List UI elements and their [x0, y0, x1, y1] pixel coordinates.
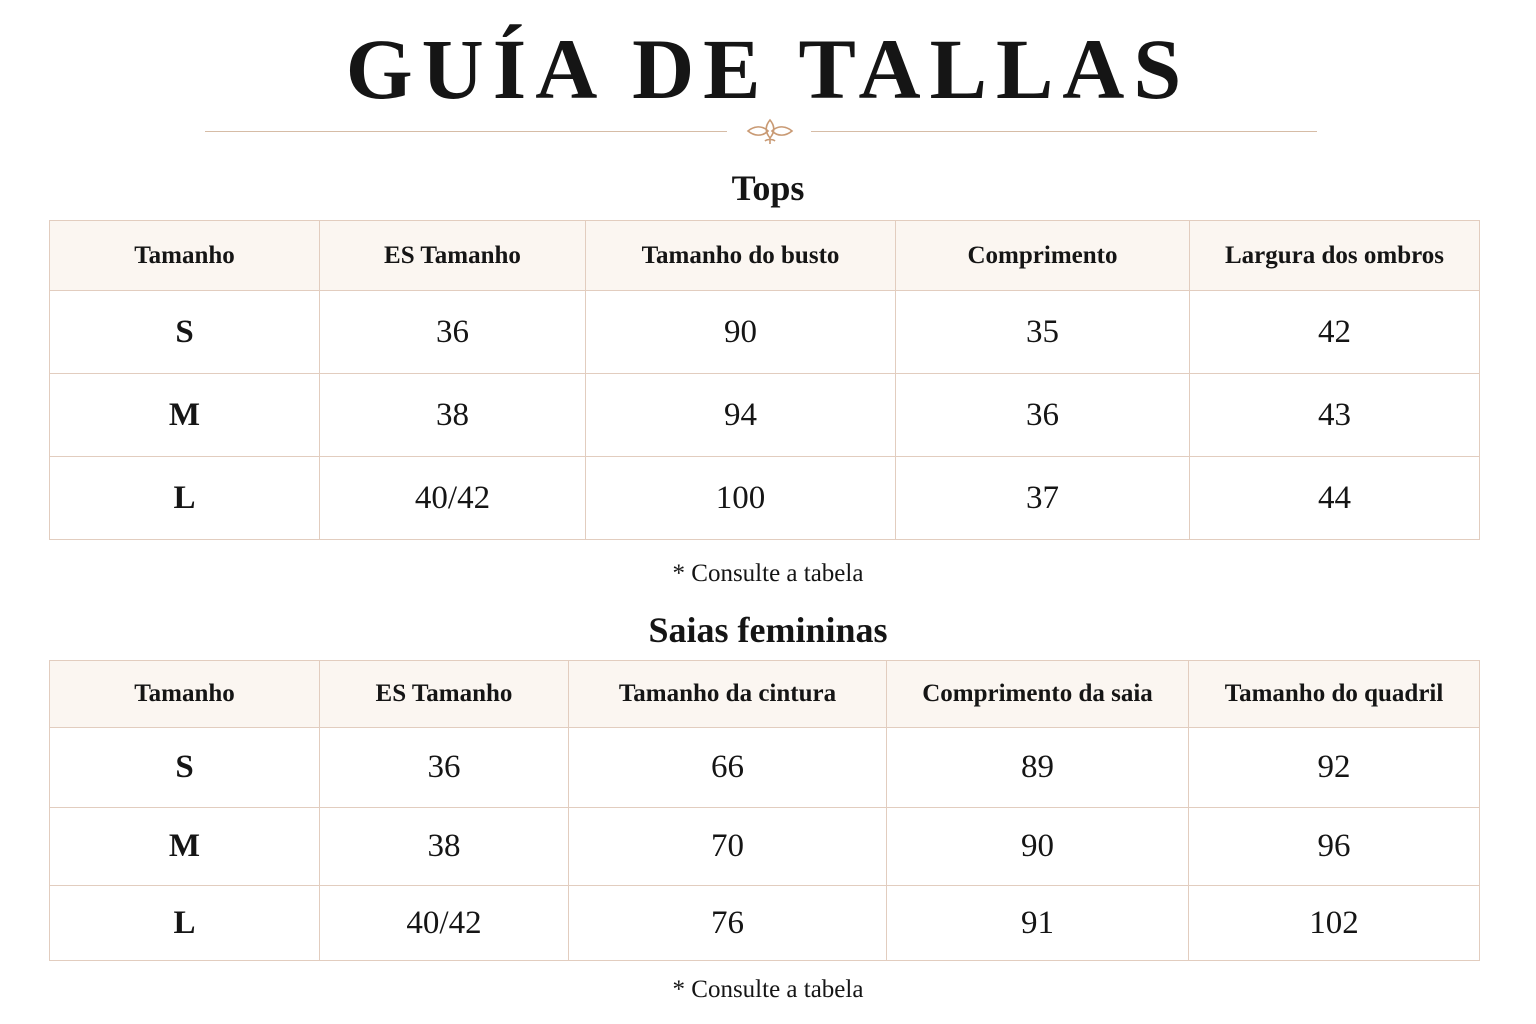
size-cell: M	[50, 374, 320, 457]
table-cell: 94	[586, 374, 896, 457]
header-cell: Tamanho	[50, 221, 320, 291]
header-cell: Comprimento	[896, 221, 1190, 291]
size-cell: M	[50, 808, 320, 886]
header-cell: ES Tamanho	[320, 221, 586, 291]
table-cell: 36	[320, 291, 586, 374]
table-cell: 66	[569, 728, 887, 808]
table-cell: 40/42	[320, 457, 586, 540]
size-cell: L	[50, 886, 320, 961]
table-cell: 92	[1189, 728, 1480, 808]
table-cell: 76	[569, 886, 887, 961]
table-cell: 43	[1190, 374, 1480, 457]
table-row	[50, 728, 1480, 808]
size-cell: S	[50, 291, 320, 374]
table-row	[50, 374, 1480, 457]
table-cell: 36	[320, 728, 569, 808]
skirts-size-table	[49, 660, 1480, 961]
table-cell: 96	[1189, 808, 1480, 886]
table-header-row	[50, 661, 1480, 728]
table-cell: 70	[569, 808, 887, 886]
page-title: GUÍA DE TALLAS	[345, 21, 1191, 117]
fleur-ornament-icon	[744, 118, 796, 146]
table-row	[50, 886, 1480, 961]
table-header-row	[50, 221, 1480, 291]
header-cell: Tamanho da cintura	[569, 661, 887, 728]
header-cell: Tamanho do quadril	[1189, 661, 1480, 728]
tops-footnote: * Consulte a tabela	[672, 560, 864, 587]
table-cell: 100	[586, 457, 896, 540]
table-cell: 40/42	[320, 886, 569, 961]
header-cell: ES Tamanho	[320, 661, 569, 728]
skirts-footnote: * Consulte a tabela	[672, 976, 864, 1003]
header-cell: Tamanho	[50, 661, 320, 728]
table-cell: 102	[1189, 886, 1480, 961]
tops-section-title: Tops	[731, 168, 805, 208]
table-row	[50, 291, 1480, 374]
header-cell: Largura dos ombros	[1190, 221, 1480, 291]
size-cell: S	[50, 728, 320, 808]
table-cell: 35	[896, 291, 1190, 374]
table-cell: 38	[320, 374, 586, 457]
table-cell: 42	[1190, 291, 1480, 374]
table-cell: 38	[320, 808, 569, 886]
table-cell: 36	[896, 374, 1190, 457]
title-divider	[205, 118, 1317, 146]
tops-size-table	[49, 220, 1480, 540]
table-row	[50, 457, 1480, 540]
table-row	[50, 808, 1480, 886]
header-cell: Comprimento da saia	[887, 661, 1189, 728]
header-cell: Tamanho do busto	[586, 221, 896, 291]
divider-line-left	[205, 131, 727, 132]
table-cell: 90	[586, 291, 896, 374]
divider-line-right	[811, 131, 1317, 132]
table-cell: 89	[887, 728, 1189, 808]
size-cell: L	[50, 457, 320, 540]
table-cell: 90	[887, 808, 1189, 886]
skirts-section-title: Saias femininas	[648, 610, 888, 650]
table-cell: 44	[1190, 457, 1480, 540]
table-cell: 91	[887, 886, 1189, 961]
table-cell: 37	[896, 457, 1190, 540]
